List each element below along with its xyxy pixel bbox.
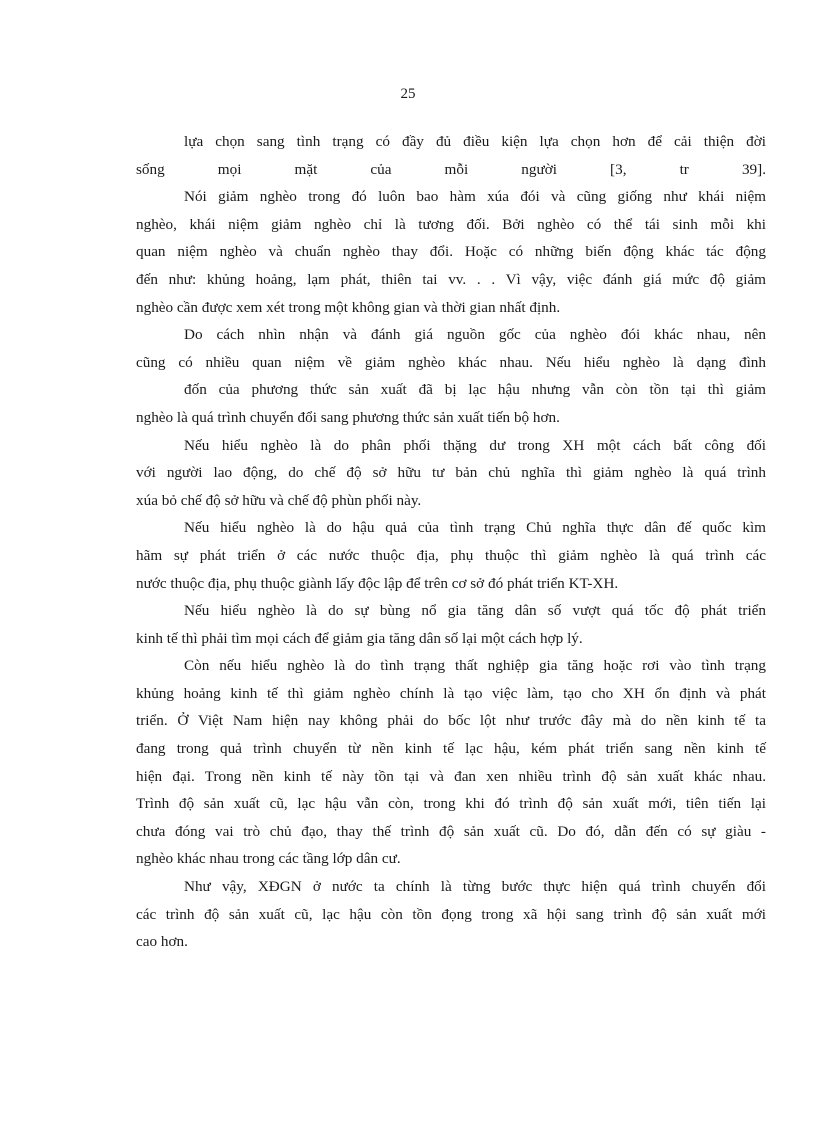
text-line: chưa đóng vai trò chủ đạo, thay thế trình độ sản xuất cũ. Do đó, dẫn đến có sự giàu -	[136, 822, 766, 840]
text-line: Nếu hiểu nghèo là do hậu quả của tình trạng Chủ nghĩa thực dân đế quốc kìm	[184, 519, 766, 537]
page-number: 25	[400, 86, 416, 102]
text-line: triển. Ở Việt Nam hiện nay không phải do bốc lột như trước đây mà do nền kinh tế ta	[136, 712, 766, 730]
text-line: với người lao động, do chế độ sở hữu tư bản chủ nghĩa thì giảm nghèo là quá trình	[136, 464, 766, 482]
text-line: xúa bỏ chế độ sở hữu và chế độ phùn phối này.	[136, 491, 422, 509]
text-line: Như vậy, XĐGN ở nước ta chính là từng bước thực hiện quá trình chuyển đổi	[184, 878, 766, 896]
text-line: cao hơn.	[136, 933, 188, 951]
text-line: khủng hoảng kinh tế thì giảm nghèo chính là tạo việc làm, tạo cho XH ổn định và phát	[136, 684, 766, 702]
text-line: quan niệm nghèo và chuẩn nghèo thay đổi. Hoặc có những biến động khác tác động	[136, 243, 766, 261]
text-line: nghèo khác nhau trong các tầng lớp dân cư.	[136, 850, 401, 868]
text-line: Do cách nhìn nhận và đánh giá nguồn gốc của nghèo đói khác nhau, nên	[184, 326, 766, 344]
text-line: đốn của phương thức sản xuất đã bị lạc hậu nhưng vẫn còn tồn tại thì giảm	[184, 381, 766, 399]
text-line: đến như: khủng hoảng, lạm phát, thiên tai vv. . . Vì vậy, việc đánh giá mức độ giảm	[136, 270, 766, 288]
text-line: nước thuộc địa, phụ thuộc giành lấy độc lập để trên cơ sở đó phát triển KT-XH.	[136, 574, 619, 592]
text-line: hãm sự phát triển ở các nước thuộc địa, phụ thuộc thì giảm nghèo là quá trình các	[136, 546, 766, 564]
text-line: lựa chọn sang tình trạng có đầy đủ điều kiện lựa chọn hơn để cải thiện đời	[184, 133, 766, 150]
text-line: Nếu hiểu nghèo là do phân phối thặng dư trong XH một cách bất công đối	[184, 436, 766, 454]
text-line: hiện đại. Trong nền kinh tế này tồn tại và đan xen nhiều trình độ sản xuất khác nhau.	[136, 767, 766, 785]
text-line: nghèo, khái niệm giảm nghèo chỉ là tương đối. Bởi nghèo có thể tái sinh mỗi khi	[136, 215, 766, 233]
text-line: sống mọi mặt của mỗi người [3, tr 39].	[136, 160, 766, 178]
text-line: cũng có nhiều quan niệm về giảm nghèo khác nhau. Nếu hiểu nghèo là dạng đình	[136, 353, 766, 371]
text-line: đang trong quả trình chuyển từ nền kinh tế lạc hậu, kém phát triển sang nền kinh tế	[136, 740, 766, 758]
text-line: các trình độ sản xuất cũ, lạc hậu còn tồn đọng trong xã hội sang trình độ sản xuất mới	[136, 905, 766, 923]
document-body	[136, 128, 766, 956]
text-line: Trình độ sản xuất cũ, lạc hậu vẫn còn, trong khi đó trình độ sản xuất mới, tiên tiến lại	[136, 795, 766, 813]
text-line: Còn nếu hiểu nghèo là do tình trạng thất nghiệp gia tăng hoặc rơi vào tình trạng	[184, 657, 766, 675]
text-line: kinh tế thì phải tìm mọi cách để giảm gia tăng dân số lại một cách hợp lý.	[136, 629, 583, 647]
text-line: nghèo cần được xem xét trong một không gian và thời gian nhất định.	[136, 298, 561, 316]
text-line: nghèo là quá trình chuyển đổi sang phương thức sản xuất tiến bộ hơn.	[136, 408, 560, 426]
text-line: Nói giảm nghèo trong đó luôn bao hàm xúa đói và cũng giống như khái niệm	[184, 188, 766, 206]
text-line: Nếu hiểu nghèo là do sự bùng nổ gia tăng dân số vượt quá tốc độ phát triển	[184, 602, 766, 620]
